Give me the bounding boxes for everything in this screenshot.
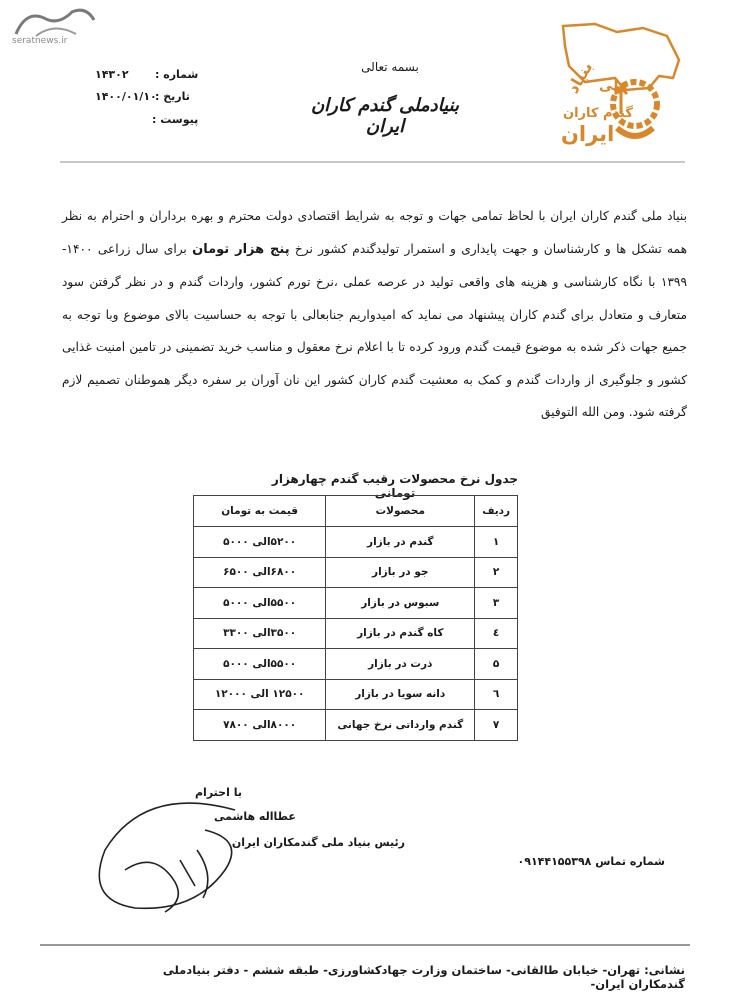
table-title: جدول نرخ محصولات رقیب گندم چهارهزار تومانی	[271, 472, 519, 500]
number-value: ۱۴۳۰۲	[95, 68, 129, 81]
logo-text-4: ایران	[561, 122, 615, 146]
price-range: ۸۰۰۰الی ۷۸۰۰	[194, 710, 326, 741]
header-divider	[60, 161, 685, 163]
table-row	[194, 588, 518, 619]
price-range: ۵۵۰۰الی ۵۰۰۰	[194, 649, 326, 680]
product-name: گندم وارداتی نرخ جهانی	[326, 710, 475, 741]
body-part-1: بنیاد ملی گندم کاران ایران با لحاظ تمامی جهات و توجه به شرایط اقتصادی دولت محترم و بهره برداران و احترام به نظر همه تشکل ها و کارشناسان و جهت پایداری و استمرار تولیدگندم کشور نرخ	[62, 209, 687, 256]
letter-body	[62, 200, 687, 429]
product-name: کاه گندم در بازار	[326, 618, 475, 649]
watermark-site: seratnews.ir	[12, 36, 68, 46]
row-number: ۵	[475, 649, 518, 680]
price-range: ۵۵۰۰الی ۵۰۰۰	[194, 588, 326, 619]
foundation-title: بنیادملی گندم کاران ایران	[310, 95, 460, 137]
footer-divider	[40, 944, 690, 946]
table-row	[194, 527, 518, 558]
product-name: گندم در بازار	[326, 527, 475, 558]
logo-text-2: ملی	[599, 78, 628, 94]
table-row	[194, 618, 518, 649]
product-name: دانه سویا در بازار	[326, 679, 475, 710]
price-range: ۶۸۰۰الی ۶۵۰۰	[194, 557, 326, 588]
signer-title: رئیس بنیاد ملی گندمکاران ایران	[231, 836, 405, 849]
row-number: ۱	[475, 527, 518, 558]
table-row	[194, 649, 518, 680]
logo-text-1: بنیاد	[563, 58, 597, 97]
header-price: قیمت به تومان	[194, 496, 326, 527]
contact-number: شماره تماس ۰۹۱۴۴۱۵۵۳۹۸	[517, 855, 665, 868]
row-number: ٤	[475, 618, 518, 649]
signer-name: عطااله هاشمی	[214, 810, 296, 823]
price-range: ۱۲۵۰۰ الی ۱۲۰۰۰	[194, 679, 326, 710]
header-row-number: ردیف	[475, 496, 518, 527]
product-name: سبوس در بازار	[326, 588, 475, 619]
row-number: ٦	[475, 679, 518, 710]
header-product: محصولات	[326, 496, 475, 527]
table-row	[194, 679, 518, 710]
date-value: ۱۴۰۰/۰۱/۱۰	[95, 90, 157, 103]
price-table	[193, 495, 518, 741]
basmala: بسمه تعالی	[361, 60, 419, 74]
row-number: ۷	[475, 710, 518, 741]
date-label: تاریخ :	[155, 90, 190, 103]
price-range: ۳۵۰۰الی ۳۳۰۰	[194, 618, 326, 649]
attachment-label: پیوست :	[152, 113, 199, 126]
table-header-row	[194, 496, 518, 527]
logo-text-3: گندم کاران	[563, 106, 633, 121]
row-number: ۳	[475, 588, 518, 619]
product-name: ذرت در بازار	[326, 649, 475, 680]
table-row	[194, 710, 518, 741]
price-range: ۵۲۰۰الی ۵۰۰۰	[194, 527, 326, 558]
product-name: جو در بازار	[326, 557, 475, 588]
foundation-logo	[555, 18, 685, 160]
number-label: شماره :	[155, 68, 199, 81]
row-number: ۲	[475, 557, 518, 588]
body-highlight-price: پنج هزار تومان	[192, 241, 290, 257]
closing-regards: با احترام	[195, 786, 242, 799]
table-row	[194, 557, 518, 588]
body-part-2: برای سال زراعی ۱۴۰۰- ۱۳۹۹ با نگاه کارشناسی و هزینه های واقعی تولید در عرصه عملی ،نرخ تورم کشور، واردات گندم و در نظر گرفتن سود متعارف و متعادل برای گندم کاران پیشنهاد می نماید که امیدواریم جنابعالی با توجه به حساسیت بالای موضوع وبا توجه به جمیع جهات ذکر شده به موضوع قیمت گندم ورود کرده تا با اعلام نرخ معقول و مناسب خرید تضمینی در تامین امنیت غذایی کشور و جلوگیری از واردات گندم و کمک به معشیت گندم کاران کشور این نان آوران بر سفره دیگر هموطنان تصمیم لازم گرفته شود. ومن الله التوفیق	[62, 241, 687, 419]
footer-address: نشانی: تهران- خیابان طالقانی- ساختمان وزارت جهادکشاورزی- طبقه ششم - دفتر بنیادملی گندمکاران ایران-	[162, 963, 685, 991]
